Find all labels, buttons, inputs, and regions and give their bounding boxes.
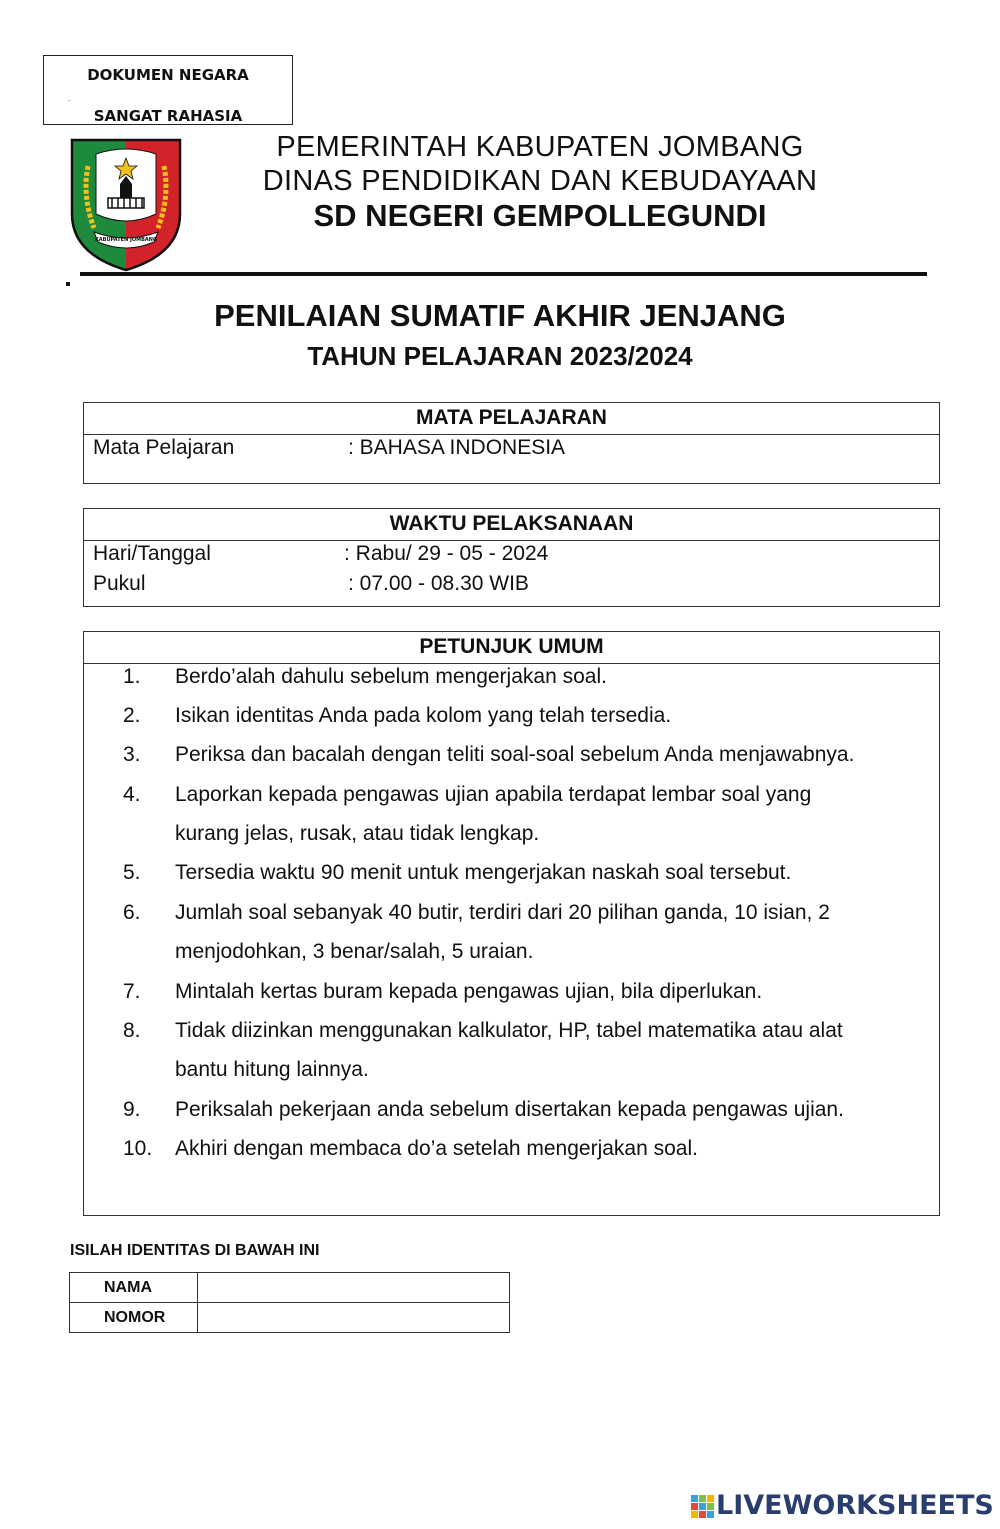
instruction-number: 1. (123, 665, 141, 688)
instruction-number: 2. (123, 704, 141, 727)
instruction-text: Akhiri dengan membaca do’a setelah mengerjakan soal. (175, 1137, 698, 1160)
name-field[interactable] (198, 1273, 510, 1303)
liveworksheets-logo-icon (690, 1494, 716, 1520)
instruction-text: Laporkan kepada pengawas ujian apabila terdapat lembar soal yang (175, 783, 812, 806)
stamp-dot: . (68, 94, 71, 103)
identity-row-number (70, 1303, 510, 1333)
instruction-text: Tidak diizinkan menggunakan kalkulator, HP, tabel matematika atau alat (175, 1019, 843, 1042)
instructions-heading: PETUNJUK UMUM (84, 632, 939, 664)
instruction-text: Periksalah pekerjaan anda sebelum disertakan kepada pengawas ujian. (175, 1098, 844, 1121)
liveworksheets-watermark (690, 1486, 994, 1526)
instruction-number: 9. (123, 1098, 141, 1121)
header-rule (80, 272, 927, 276)
instruction-number: 5. (123, 861, 141, 884)
instruction-number: 10. (123, 1137, 153, 1160)
instruction-text-continued: kurang jelas, rusak, atau tidak lengkap. (175, 822, 540, 845)
instructions-box (83, 631, 940, 1216)
instruction-text: Jumlah soal sebanyak 40 butir, terdiri dari 20 pilihan ganda, 10 isian, 2 (175, 901, 830, 924)
stamp-line-1: DOKUMEN NEGARA (87, 66, 249, 84)
instruction-text: Berdo’alah dahulu sebelum mengerjakan soal. (175, 665, 607, 688)
date-value: : Rabu/ 29 - 05 - 2024 (344, 542, 549, 565)
instruction-text: Tersedia waktu 90 menit untuk mengerjakan naskah soal tersebut. (175, 861, 792, 884)
instruction-text: Periksa dan bacalah dengan teliti soal-soal sebelum Anda menjawabnya. (175, 743, 855, 766)
classification-stamp (43, 55, 293, 125)
emblem-ribbon-text: KABUPATEN JOMBANG (94, 237, 158, 243)
instruction-text-continued: bantu hitung lainnya. (175, 1058, 369, 1081)
subject-key: Mata Pelajaran (93, 436, 235, 459)
watermark-text: LIVEWORKSHEETS (716, 1490, 994, 1521)
number-field[interactable] (198, 1303, 510, 1333)
instruction-text: Mintalah kertas buram kepada pengawas ujian, bila diperlukan. (175, 980, 763, 1003)
identity-table (69, 1272, 510, 1333)
government-name: PEMERINTAH KABUPATEN JOMBANG (276, 131, 804, 163)
subject-box-heading: MATA PELAJARAN (84, 403, 939, 435)
school-name: SD NEGERI GEMPOLLEGUNDI (313, 198, 767, 233)
instruction-number: 6. (123, 901, 141, 924)
subject-box (83, 402, 940, 484)
instruction-number: 4. (123, 783, 141, 806)
time-box-heading: WAKTU PELAKSANAAN (84, 509, 939, 541)
instruction-number: 8. (123, 1019, 141, 1042)
time-box (83, 508, 940, 607)
stamp-line-2: SANGAT RAHASIA (93, 107, 243, 125)
instruction-text-continued: menjodohkan, 3 benar/salah, 5 uraian. (175, 940, 534, 963)
department-name: DINAS PENDIDIKAN DAN KEBUDAYAAN (262, 165, 818, 197)
identity-instruction: ISILAH IDENTITAS DI BAWAH INI (70, 1242, 320, 1259)
academic-year: TAHUN PELAJARAN 2023/2024 (307, 341, 693, 371)
instruction-text: Isikan identitas Anda pada kolom yang telah tersedia. (175, 704, 672, 727)
subject-value: : BAHASA INDONESIA (348, 436, 566, 459)
instruction-number: 7. (123, 980, 141, 1003)
name-label: NAMA (70, 1273, 198, 1303)
identity-row-name (70, 1273, 510, 1303)
exam-title: PENILAIAN SUMATIF AKHIR JENJANG (214, 298, 786, 333)
date-key: Hari/Tanggal (93, 542, 211, 565)
stray-dot (66, 282, 70, 286)
time-key: Pukul (93, 572, 146, 595)
number-label: NOMOR (70, 1303, 198, 1333)
time-value: : 07.00 - 08.30 WIB (348, 572, 529, 595)
instruction-number: 3. (123, 743, 141, 766)
